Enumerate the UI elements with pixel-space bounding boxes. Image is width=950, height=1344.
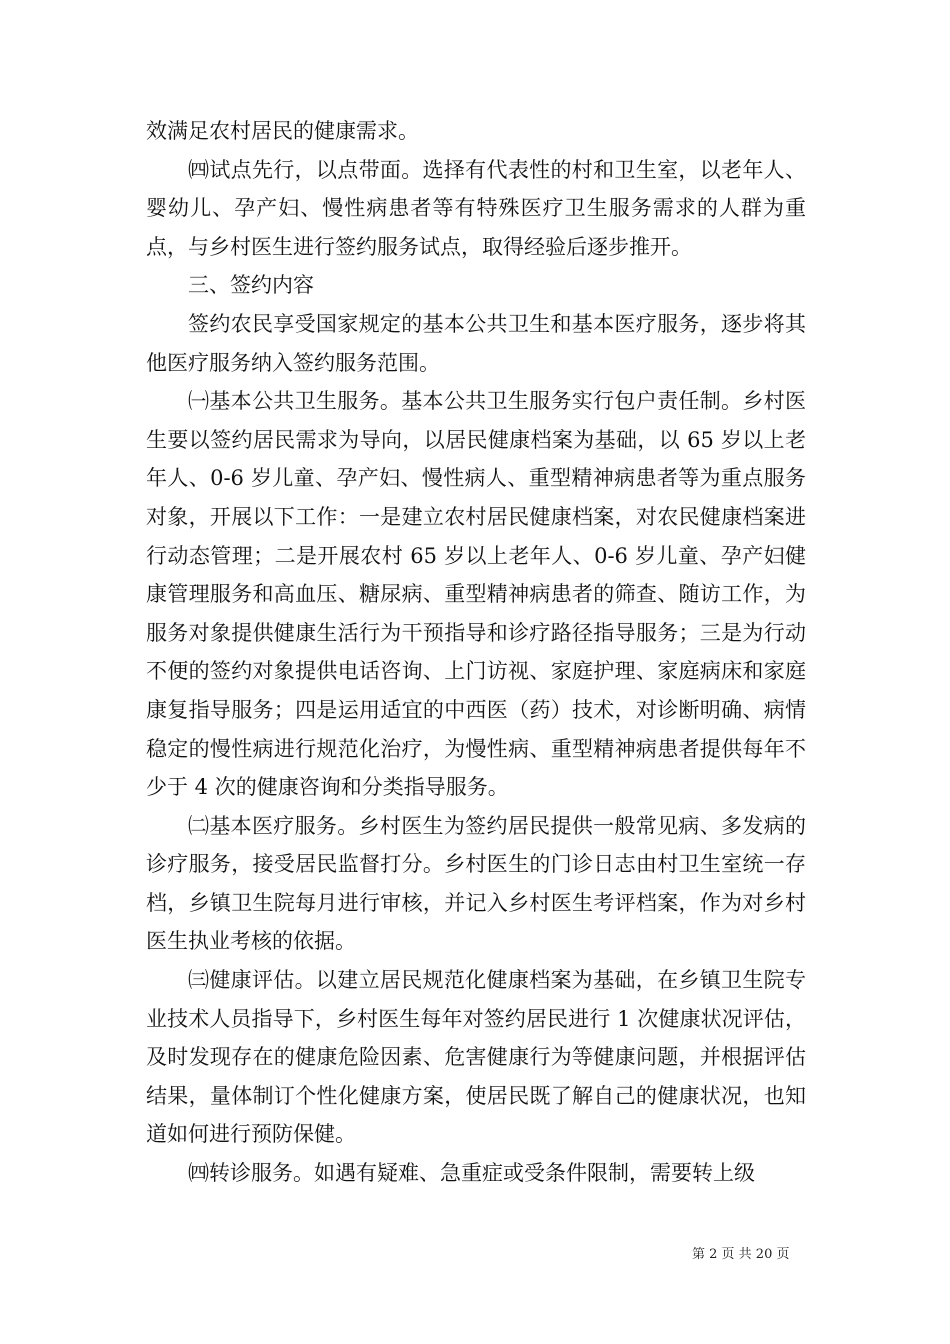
paragraph-continuation: 效满足农村居民的健康需求。	[146, 119, 419, 143]
paragraph-basic-public-health: ㈠基本公共卫生服务。基本公共卫生服务实行包户责任制。乡村医生要以签约居民需求为导向，以居民健康档案为基础，以 65 岁以上老年人、0-6 岁儿童、孕产妇、慢性病人、重型精神病患者等为重点服务对象，开展以下工作：一是建立农村居民健康档案，对农民健康档案进行动态管理；二是开展农村 65 岁以上老年人、0-6 岁儿童、孕产妇健康管理服务和高血压、糖尿病、重型精神病患者的筛查、随访工作，为服务对象提供健康生活行为干预指导和诊疗路径指导服务；三是为行动不便的签约对象提供电话咨询、上门访视、家庭护理、家庭病床和家庭康复指导服务；四是运用适宜的中西医（药）技术，对诊断明确、病情稳定的慢性病进行规范化治疗，为慢性病、重型精神病患者提供每年不少于 4 次的健康咨询和分类指导服务。	[146, 389, 806, 800]
paragraph-contract-scope: 签约农民享受国家规定的基本公共卫生和基本医疗服务，逐步将其他医疗服务纳入签约服务范围。	[146, 311, 806, 375]
section-heading-contract-content: 三、签约内容	[188, 273, 314, 298]
document-body	[146, 112, 806, 1193]
paragraph-basic-medical-service: ㈡基本医疗服务。乡村医生为签约居民提供一般常见病、多发病的诊疗服务，接受居民监督打分。乡村医生的门诊日志由村卫生室统一存档，乡镇卫生院每月进行审核，并记入乡村医生考评档案，作为对乡村医生执业考核的依据。	[146, 813, 806, 954]
paragraph-referral-service: ㈣转诊服务。如遇有疑难、急重症或受条件限制，需要转上级	[188, 1161, 755, 1186]
paragraph-health-assessment: ㈢健康评估。以建立居民规范化健康档案为基础，在乡镇卫生院专业技术人员指导下，乡村医生每年对签约居民进行 1 次健康状况评估，及时发现存在的健康危险因素、危害健康行为等健康问题，并根据评估结果，量体制订个性化健康方案，使居民既了解自己的健康状况，也知道如何进行预防保健。	[146, 968, 806, 1147]
paragraph-pilot-first: ㈣试点先行，以点带面。选择有代表性的村和卫生室，以老年人、婴幼儿、孕产妇、慢性病患者等有特殊医疗卫生服务需求的人群为重点，与乡村医生进行签约服务试点，取得经验后逐步推开。	[146, 157, 806, 259]
page-number-footer: 第 2 页 共 20 页	[692, 1247, 790, 1262]
